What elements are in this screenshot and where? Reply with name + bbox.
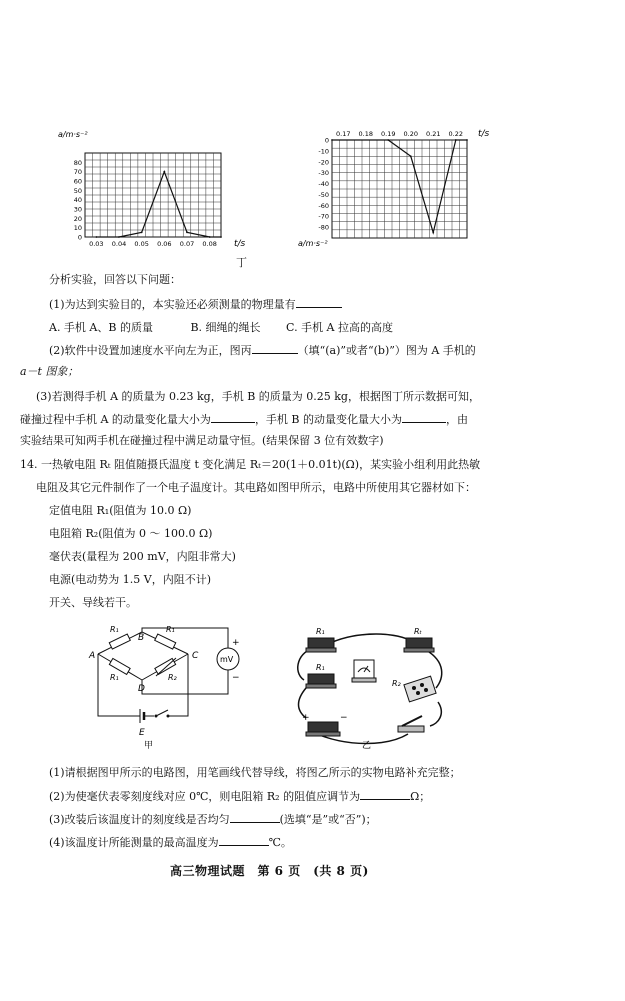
caption-yi: 乙 [362, 741, 372, 751]
node-C: C [192, 651, 199, 661]
right-xtick-label: 0.20 [403, 130, 418, 138]
label-R1-a: R₁ [110, 625, 119, 634]
question-14-2-text-a: (2)为使毫伏表零刻度线对应 0℃，则电阻箱 R₂ 的阻值应调节为 [49, 790, 361, 803]
chart-right [296, 122, 506, 257]
question-14-4-text-b: ℃。 [268, 836, 292, 849]
equipment-item-5: 开关、导线若干。 [49, 596, 137, 609]
question-14-4-text-a: (4)该温度计所能测量的最高温度为 [49, 836, 219, 849]
answer-blank-13-2[interactable] [252, 342, 298, 354]
right-ytick-label: -50 [318, 190, 329, 199]
chart-right-ylabel: a/m·s⁻² [298, 239, 328, 248]
question-13-2-text-a: (2)软件中设置加速度水平向左为正，图丙 [49, 344, 252, 357]
question-13-1-text: (1)为达到实验目的，本实验还必须测量的物理量有 [49, 298, 296, 311]
chart-caption: 丁 [236, 256, 247, 269]
right-xtick-label: 0.21 [426, 130, 441, 138]
chart-left-ylabel: a/m·s⁻² [58, 130, 88, 139]
battery-minus: − [340, 713, 348, 723]
question-13-2-line2: a－t 图象； [20, 365, 79, 378]
component-resistance-box-R2 [404, 676, 436, 702]
chart-right-xlabel: t/s [478, 129, 490, 139]
left-xtick-label: 0.07 [179, 240, 195, 248]
question-13-3-line3: 实验结果可知两手机在碰撞过程中满足动量守恒。(结果保留 3 位有效数字) [20, 434, 384, 447]
right-xtick-label: 0.22 [448, 130, 463, 138]
question-13-3-text-c: ，由 [446, 413, 469, 426]
right-ytick-label: -80 [318, 223, 329, 232]
question-14-3-text-a: (3)改装后该温度计的刻度线是否均匀 [49, 813, 230, 826]
chart-left-xlabel: t/s [234, 239, 246, 249]
right-ytick-label: -20 [318, 158, 329, 167]
component-switch [398, 726, 424, 732]
chart-left [40, 115, 260, 255]
switch-icon [156, 710, 168, 716]
resistor-R1-left-top [109, 634, 130, 649]
left-xtick-label: 0.03 [89, 240, 104, 248]
right-ytick-label: 0 [324, 136, 329, 145]
question-14-2-text-b: Ω； [410, 790, 431, 803]
question-13-3-text-a: 碰撞过程中手机 A 的动量变化量大小为 [20, 413, 211, 426]
left-xtick-label: 0.05 [134, 240, 149, 248]
left-xtick-label: 0.06 [157, 240, 172, 248]
left-ytick-label: 30 [73, 205, 82, 214]
yi-label-R2: R₂ [392, 679, 401, 688]
question-13-2 [49, 342, 476, 358]
right-ytick-label: -40 [318, 180, 329, 189]
caption-jia: 甲 [144, 741, 154, 750]
left-ytick-label: 40 [73, 196, 82, 205]
equipment-item-1: 定值电阻 R₁(阻值为 10.0 Ω) [49, 504, 192, 517]
left-ytick-label: 20 [73, 214, 82, 223]
answer-blank-13-3a[interactable] [211, 411, 255, 423]
question-14-line2: 电阻及其它元件制作了一个电子温度计。其电路如图甲所示，电路中所使用其它器材如下： [36, 481, 476, 494]
yi-label-R1-top: R₁ [316, 627, 325, 636]
analysis-intro: 分析实验，回答以下问题： [49, 273, 181, 286]
question-14-3 [49, 811, 377, 827]
question-13-3-line2 [20, 411, 468, 427]
question-14-1: (1)请根据图甲所示的电路图，用笔画线代替导线，将图乙所示的实物电路补充完整； [49, 766, 461, 779]
page-footer: 高三物理试题 第 6 页 (共 8 页) [170, 864, 369, 878]
circuit-diagram-jia [80, 618, 250, 750]
right-ytick-label: -30 [318, 169, 329, 178]
label-R1-c: R₁ [110, 673, 119, 682]
left-ytick-label: 80 [73, 158, 82, 167]
resistor-Rt [155, 634, 176, 649]
question-13-2-text-b: （填“(a)”或者“(b)”）图为 A 手机的 [297, 344, 476, 357]
label-R2: R₂ [168, 673, 177, 682]
answer-blank-14-2[interactable] [360, 788, 410, 800]
answer-blank-14-4[interactable] [219, 834, 269, 846]
question-14-4 [49, 834, 292, 850]
question-13-1 [49, 296, 342, 312]
component-millivoltmeter [354, 660, 374, 678]
right-ytick-label: -10 [318, 147, 329, 156]
right-xtick-label: 0.17 [336, 130, 351, 138]
left-ytick-label: 10 [73, 224, 82, 233]
question-14-2 [49, 788, 430, 804]
millivoltmeter-label: mV [220, 655, 234, 664]
battery-plus: + [302, 713, 310, 723]
equipment-item-4: 电源(电动势为 1.5 V，内阻不计) [49, 573, 212, 586]
left-xtick-label: 0.08 [202, 240, 217, 248]
question-13-1-options [49, 320, 393, 335]
left-ytick-label: 0 [77, 233, 82, 242]
question-13-3-text-b: ，手机 B 的动量变化量大小为 [254, 413, 403, 426]
option-a: A. 手机 A、B 的质量 [49, 321, 153, 334]
meter-plus: + [232, 638, 240, 648]
meter-minus: − [232, 673, 240, 683]
yi-label-Rt: Rₜ [414, 627, 422, 636]
answer-blank-13-1[interactable] [296, 296, 342, 308]
equipment-item-3: 毫伏表(量程为 200 mV，内阻非常大) [49, 550, 236, 563]
label-E: E [139, 728, 145, 738]
left-ytick-label: 60 [73, 177, 82, 186]
circuit-diagram-yi [288, 622, 448, 752]
question-14-line1: 14. 一热敏电阻 Rₜ 阻值随摄氏温度 t 变化满足 Rₜ＝20(1＋0.01t)(Ω)，某实验小组利用此热敏 [20, 458, 481, 471]
label-R1-b: R₁ [166, 625, 175, 634]
node-B: B [138, 633, 145, 643]
yi-label-R1-mid: R₁ [316, 663, 325, 672]
node-A: A [89, 651, 96, 661]
question-13-3-line1: (3)若测得手机 A 的质量为 0.23 kg，手机 B 的质量为 0.25 kg，根据图丁所示数据可知， [36, 390, 480, 403]
option-b: B. 细绳的绳长 [190, 321, 261, 334]
left-xtick-label: 0.04 [111, 240, 127, 248]
answer-blank-13-3b[interactable] [402, 411, 446, 423]
left-ytick-label: 50 [73, 186, 82, 195]
right-ytick-label: -70 [318, 212, 329, 221]
question-14-3-text-b: (选填“是”或“否”)； [279, 813, 377, 826]
right-xtick-label: 0.18 [358, 130, 373, 138]
equipment-item-2: 电阻箱 R₂(阻值为 0 ～ 100.0 Ω) [49, 527, 213, 540]
right-ytick-label: -60 [318, 201, 329, 210]
option-c: C. 手机 A 拉高的高度 [286, 321, 394, 334]
left-ytick-label: 70 [73, 168, 82, 177]
answer-blank-14-3[interactable] [230, 811, 280, 823]
node-D: D [138, 684, 145, 694]
right-xtick-label: 0.19 [381, 130, 396, 138]
